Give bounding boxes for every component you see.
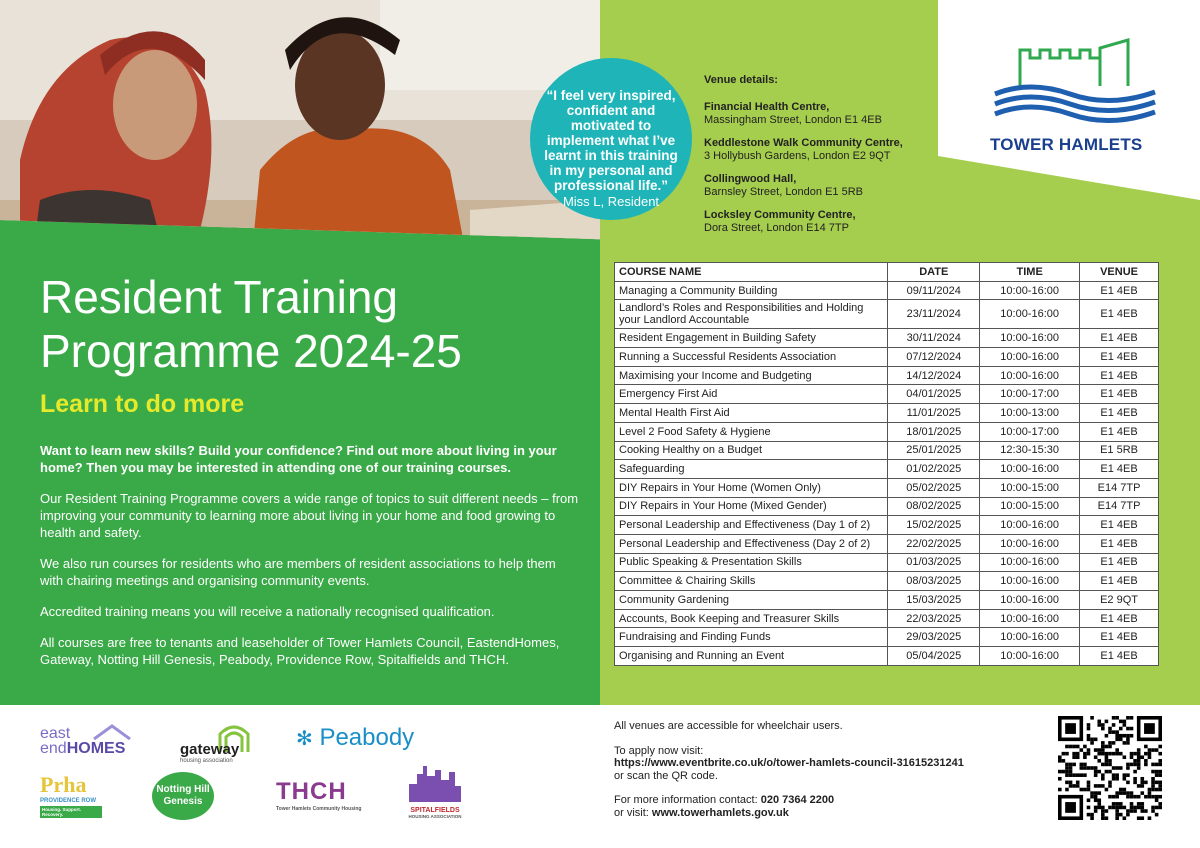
date-cell: 29/03/2025 — [888, 628, 980, 647]
date-cell: 07/12/2024 — [888, 348, 980, 367]
time-cell: 10:00-16:00 — [980, 460, 1080, 479]
course-name-cell: Personal Leadership and Effectiveness (Day 1 of 2) — [615, 516, 888, 535]
spitalfields-name: SPITALFIELDS — [410, 807, 460, 814]
table-row — [615, 329, 1159, 348]
table-row — [615, 366, 1159, 385]
table-row — [615, 628, 1159, 647]
header-course-name: COURSE NAME — [615, 263, 888, 282]
table-row — [615, 300, 1159, 329]
tower-hamlets-logo — [990, 36, 1165, 155]
course-name-cell: DIY Repairs in Your Home (Women Only) — [615, 478, 888, 497]
table-row — [615, 572, 1159, 591]
quote-author: Miss L, Resident — [562, 194, 660, 209]
qr-code[interactable] — [1058, 716, 1162, 820]
venue-item — [704, 173, 939, 199]
time-cell: 10:00-16:00 — [980, 534, 1080, 553]
intro-paragraph: We also run courses for residents who are members of resident associations to help them with chairing meetings and organising community events. — [40, 556, 556, 588]
venue-address: Dora Street, London E14 7TP — [704, 222, 849, 234]
date-cell: 01/02/2025 — [888, 460, 980, 479]
venue-item — [704, 137, 939, 163]
date-cell: 30/11/2024 — [888, 329, 980, 348]
table-row — [615, 534, 1159, 553]
venue-cell: E1 4EB — [1080, 628, 1159, 647]
course-name-cell: Mental Health First Aid — [615, 404, 888, 423]
table-row — [615, 497, 1159, 516]
intro-paragraph: All courses are free to tenants and leaseholder of Tower Hamlets Council, EastendHomes, Gateway, Notting Hill Genesis, Peabody, Providence Row, Spitalfields and THCH. — [40, 635, 560, 667]
time-cell: 10:00-16:00 — [980, 647, 1080, 666]
venue-cell: E1 4EB — [1080, 300, 1159, 329]
time-cell: 10:00-16:00 — [980, 609, 1080, 628]
date-cell: 11/01/2025 — [888, 404, 980, 423]
time-cell: 10:00-17:00 — [980, 385, 1080, 404]
time-cell: 10:00-16:00 — [980, 591, 1080, 610]
venue-name: Locksley Community Centre, — [704, 209, 856, 221]
table-row — [615, 441, 1159, 460]
table-row — [615, 516, 1159, 535]
date-cell: 04/01/2025 — [888, 385, 980, 404]
venue-cell: E1 4EB — [1080, 572, 1159, 591]
course-name-cell: Safeguarding — [615, 460, 888, 479]
eastend-homes-logo — [40, 726, 125, 756]
time-cell: 12:30-15:30 — [980, 441, 1080, 460]
intro-paragraph: Our Resident Training Programme covers a wide range of topics to suit different needs – from improving your community to learning more about living in your home and food growing to health and safety. — [40, 491, 579, 540]
time-cell: 10:00-16:00 — [980, 572, 1080, 591]
venue-cell: E1 4EB — [1080, 404, 1159, 423]
venue-details-title: Venue details: — [704, 74, 778, 86]
time-cell: 10:00-16:00 — [980, 553, 1080, 572]
date-cell: 08/02/2025 — [888, 497, 980, 516]
venue-cell: E1 5RB — [1080, 441, 1159, 460]
time-cell: 10:00-16:00 — [980, 516, 1080, 535]
course-name-cell: Accounts, Book Keeping and Treasurer Skills — [615, 609, 888, 628]
course-name-cell: Committee & Chairing Skills — [615, 572, 888, 591]
venue-cell: E1 4EB — [1080, 366, 1159, 385]
course-name-cell: Emergency First Aid — [615, 385, 888, 404]
time-cell: 10:00-15:00 — [980, 497, 1080, 516]
prha-sub: PROVIDENCE ROW — [40, 798, 97, 804]
prha-tag: Housing. Support. Recovery. — [40, 806, 102, 818]
website-link[interactable]: www.towerhamlets.gov.uk — [651, 806, 789, 819]
venue-cell: E1 4EB — [1080, 553, 1159, 572]
table-row — [615, 647, 1159, 666]
accessibility-note: All venues are accessible for wheelchair users. — [614, 720, 843, 732]
date-cell: 25/01/2025 — [888, 441, 980, 460]
venue-cell: E1 4EB — [1080, 329, 1159, 348]
table-row — [615, 591, 1159, 610]
venue-cell: E14 7TP — [1080, 478, 1159, 497]
intro-paragraph: Accredited training means you will receive a nationally recognised qualification. — [40, 604, 495, 619]
time-cell: 10:00-15:00 — [980, 478, 1080, 497]
date-cell: 15/03/2025 — [888, 591, 980, 610]
table-row — [615, 348, 1159, 367]
nhg-line-2: Genesis — [163, 796, 203, 807]
gateway-name: gateway — [180, 741, 240, 758]
table-row — [615, 460, 1159, 479]
course-name-cell: Personal Leadership and Effectiveness (Day 2 of 2) — [615, 534, 888, 553]
course-name-cell: Level 2 Food Safety & Hygiene — [615, 422, 888, 441]
apply-link[interactable]: https://www.eventbrite.co.uk/o/tower-hamlets-council-31615231241 — [614, 757, 964, 769]
time-cell: 10:00-17:00 — [980, 422, 1080, 441]
time-cell: 10:00-16:00 — [980, 366, 1080, 385]
time-cell: 10:00-16:00 — [980, 628, 1080, 647]
date-cell: 01/03/2025 — [888, 553, 980, 572]
eastend-line-3: HOMES — [66, 740, 126, 757]
table-row — [615, 422, 1159, 441]
visit-label: or visit: — [614, 806, 649, 819]
table-row — [615, 609, 1159, 628]
quote-text: “I feel very inspired, confident and motivated to implement what I’ve learnt in this training in my personal and professional life.” — [544, 88, 678, 193]
quote-bubble — [530, 58, 692, 220]
venue-details — [704, 74, 939, 245]
course-name-cell: Resident Engagement in Building Safety — [615, 329, 888, 348]
title-line-2: Programme 2024-25 — [40, 325, 462, 377]
table-row — [615, 478, 1159, 497]
page-subtitle: Learn to do more — [40, 390, 245, 418]
time-cell: 10:00-13:00 — [980, 404, 1080, 423]
tower-hamlets-emblem-icon — [990, 36, 1160, 124]
date-cell: 15/02/2025 — [888, 516, 980, 535]
venue-cell: E1 4EB — [1080, 534, 1159, 553]
gateway-sub: housing association — [180, 758, 233, 764]
thch-name: THCH — [276, 778, 347, 805]
thch-logo — [276, 778, 361, 812]
title-line-1: Resident Training — [40, 271, 398, 323]
course-name-cell: Fundraising and Finding Funds — [615, 628, 888, 647]
time-cell: 10:00-16:00 — [980, 300, 1080, 329]
table-row — [615, 404, 1159, 423]
date-cell: 14/12/2024 — [888, 366, 980, 385]
intro-text — [40, 442, 580, 682]
venue-address: Barnsley Street, London E1 5RB — [704, 186, 863, 198]
house-icon — [92, 724, 132, 740]
course-name-cell: Maximising your Income and Budgeting — [615, 366, 888, 385]
contact-phone[interactable]: 020 7364 2200 — [760, 794, 835, 806]
venue-name: Keddlestone Walk Community Centre, — [704, 137, 903, 149]
course-name-cell: Organising and Running an Event — [615, 647, 888, 666]
course-name-cell: Managing a Community Building — [615, 281, 888, 300]
venue-name: Financial Health Centre, — [704, 101, 830, 113]
time-cell: 10:00-16:00 — [980, 281, 1080, 300]
venue-cell: E1 4EB — [1080, 281, 1159, 300]
date-cell: 22/03/2025 — [888, 609, 980, 628]
peabody-name: Peabody — [319, 724, 415, 751]
course-name-cell: Running a Successful Residents Association — [615, 348, 888, 367]
venue-name: Collingwood Hall, — [704, 173, 797, 185]
venue-cell: E1 4EB — [1080, 460, 1159, 479]
venue-cell: E1 4EB — [1080, 609, 1159, 628]
venue-cell: E1 4EB — [1080, 647, 1159, 666]
contact-label: For more information contact: — [614, 794, 758, 806]
course-name-cell: Landlord’s Roles and Responsibilities and Holding your Landlord Accountable — [615, 300, 888, 329]
course-name-cell: Cooking Healthy on a Budget — [615, 441, 888, 460]
spitalfields-skyline-icon — [407, 762, 463, 802]
venue-item — [704, 209, 939, 235]
date-cell: 18/01/2025 — [888, 422, 980, 441]
peabody-flower-icon: ✻ — [296, 728, 313, 750]
venue-cell: E1 4EB — [1080, 385, 1159, 404]
nhg-line-1: Notting Hill — [156, 784, 210, 795]
date-cell: 09/11/2024 — [888, 281, 980, 300]
page-title — [40, 270, 580, 378]
venue-cell: E2 9QT — [1080, 591, 1159, 610]
venue-cell: E1 4EB — [1080, 422, 1159, 441]
course-name-cell: DIY Repairs in Your Home (Mixed Gender) — [615, 497, 888, 516]
table-header-row — [615, 263, 1159, 282]
venue-address: 3 Hollybush Gardens, London E2 9QT — [704, 150, 891, 162]
time-cell: 10:00-16:00 — [980, 348, 1080, 367]
intro-lead: Want to learn new skills? Build your confidence? Find out more about living in your home? Then you may be interested in attending one of our training courses. — [40, 443, 557, 475]
eastend-line-1: east — [40, 725, 71, 742]
footer-info — [614, 720, 1034, 819]
apply-label: To apply now visit: — [614, 744, 704, 757]
table-row — [615, 281, 1159, 300]
spitalfields-sub: HOUSING ASSOCIATION — [408, 814, 462, 819]
gateway-logo — [180, 720, 250, 764]
prha-name: Prha — [40, 772, 87, 797]
spitalfields-logo — [404, 762, 466, 819]
scan-note: or scan the QR code. — [614, 769, 718, 782]
venue-address: Massingham Street, London E1 4EB — [704, 114, 882, 126]
table-row — [615, 385, 1159, 404]
date-cell: 08/03/2025 — [888, 572, 980, 591]
date-cell: 05/04/2025 — [888, 647, 980, 666]
notting-hill-genesis-logo — [152, 772, 214, 820]
time-cell: 10:00-16:00 — [980, 329, 1080, 348]
table-row — [615, 553, 1159, 572]
course-table — [614, 262, 1159, 666]
peabody-logo — [296, 724, 414, 752]
thch-sub: Tower Hamlets Community Housing — [276, 806, 362, 812]
header-time: TIME — [980, 263, 1080, 282]
prha-logo — [40, 772, 102, 818]
venue-cell: E14 7TP — [1080, 497, 1159, 516]
venue-item — [704, 101, 939, 127]
header-date: DATE — [888, 263, 980, 282]
tower-hamlets-name: TOWER HAMLETS — [990, 135, 1143, 154]
header-venue: VENUE — [1080, 263, 1159, 282]
course-name-cell: Public Speaking & Presentation Skills — [615, 553, 888, 572]
venue-cell: E1 4EB — [1080, 516, 1159, 535]
date-cell: 23/11/2024 — [888, 300, 980, 329]
venue-cell: E1 4EB — [1080, 348, 1159, 367]
date-cell: 22/02/2025 — [888, 534, 980, 553]
course-name-cell: Community Gardening — [615, 591, 888, 610]
date-cell: 05/02/2025 — [888, 478, 980, 497]
eastend-line-2: end — [40, 740, 67, 757]
